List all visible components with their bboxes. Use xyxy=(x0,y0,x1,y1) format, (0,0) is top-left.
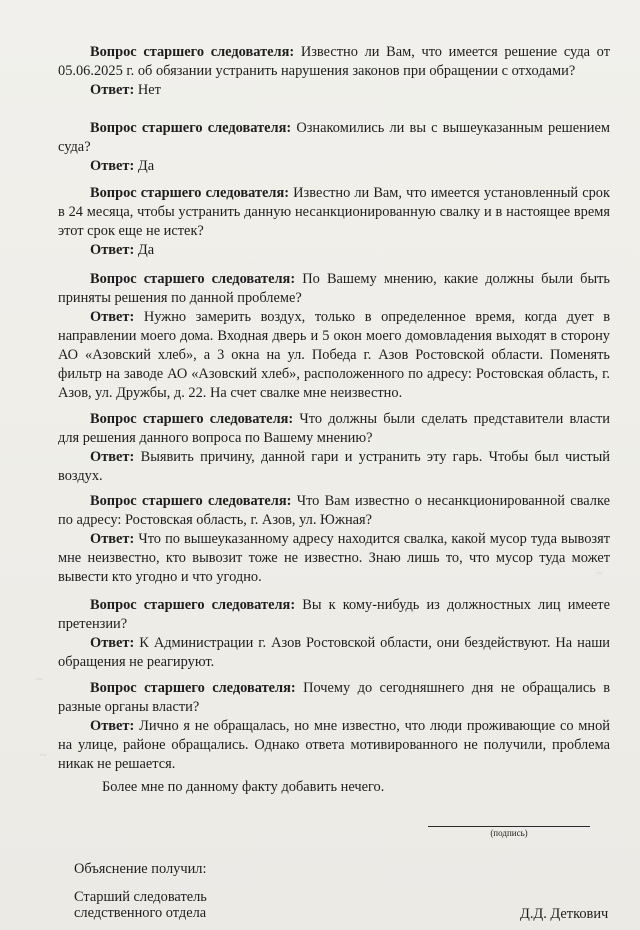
bleed-through-mark: ~ xyxy=(40,748,47,762)
explanation-received-label: Объяснение получил: xyxy=(74,861,207,877)
question-label: Вопрос старшего следователя: xyxy=(90,185,290,201)
question-8 xyxy=(58,679,610,717)
answer-label: Ответ: xyxy=(90,158,135,175)
answer-text: Нет xyxy=(137,82,161,99)
answer-5 xyxy=(58,448,610,486)
answer-6 xyxy=(58,530,610,587)
qa-block-2 xyxy=(58,119,610,176)
answer-label: Ответ: xyxy=(90,82,135,99)
answer-label: Ответ: xyxy=(90,309,135,326)
question-label: Вопрос старшего следователя: xyxy=(90,411,294,427)
qa-block-5 xyxy=(58,410,610,486)
question-text: Известно ли Вам, что имеется установленный срок в 24 месяца, чтобы устранить данную несанкционированную свалку и в настоящее время этот срок еще не истек? xyxy=(58,185,610,240)
answer-1 xyxy=(58,81,610,100)
officer-title xyxy=(74,890,207,921)
qa-block-1 xyxy=(58,43,610,100)
qa-block-6 xyxy=(58,492,610,587)
answer-text: К Администрации г. Азов Ростовской области, они бездействуют. На наши обращения не реагируют. xyxy=(58,635,610,671)
question-label: Вопрос старшего следователя: xyxy=(90,120,292,136)
answer-text: Лично я не обращалась, но мне известно, что люди проживающие со мной на улице, районе обращались. Однако ответа мотивированного не получили, проблема никак не решается. xyxy=(58,718,610,773)
answer-3 xyxy=(58,241,610,260)
answer-2 xyxy=(58,157,610,176)
answer-text: Да xyxy=(137,158,155,175)
answer-8 xyxy=(58,717,610,774)
question-label: Вопрос старшего следователя: xyxy=(90,680,296,696)
officer-title-line-1: Старший следователь xyxy=(74,889,207,905)
answer-text: Да xyxy=(137,242,155,259)
question-text: По Вашему мнению, какие должны были быть приняты решения по данной проблеме? xyxy=(58,271,610,307)
question-label: Вопрос старшего следователя: xyxy=(90,597,296,613)
answer-7 xyxy=(58,634,610,672)
signature-line xyxy=(428,826,590,827)
signature-caption: (подпись) xyxy=(490,828,528,838)
question-text: Вы к кому-нибудь из должностных лиц имеете претензии? xyxy=(58,597,610,633)
answer-label: Ответ: xyxy=(90,531,135,548)
qa-block-8 xyxy=(58,679,610,774)
qa-block-7 xyxy=(58,596,610,672)
answer-text: Что по вышеуказанному адресу находится свалка, какой мусор туда вывозят мне неизвестно, кто вывозит тоже не известно. Знаю лишь то, что мусор туда может вывести кто угодно и что угодно. xyxy=(58,531,610,586)
question-7 xyxy=(58,596,610,634)
answer-text: Нужно замерить воздух, только в определенное время, когда дует в направлении моего дома. Входная дверь и 5 окон моего домовладения выходят в сторону АО «Азовский хлеб», а 3 окна на ул. Победа г. Азов Ростовской области. Поменять фильтр на заводе АО «Азовский хлеб», расположенного по адресу: Ростовская область, г. Азов, ул. Дружбы, д. 22. На счет свалке мне неизвестно. xyxy=(58,309,610,402)
question-text: Что должны были сделать представители власти для решения данного вопроса по Вашему мнению? xyxy=(58,411,610,447)
question-6 xyxy=(58,492,610,530)
question-label: Вопрос старшего следователя: xyxy=(90,44,295,60)
answer-label: Ответ: xyxy=(90,449,135,466)
answer-label: Ответ: xyxy=(90,635,135,652)
closing-statement: Более мне по данному факту добавить нечего. xyxy=(102,779,385,795)
question-2 xyxy=(58,119,610,157)
question-text: Что Вам известно о несанкционированной свалке по адресу: Ростовская область, г. Азов, ул. Южная? xyxy=(58,493,610,529)
question-5 xyxy=(58,410,610,448)
question-1 xyxy=(58,43,610,81)
bleed-through-mark: ~ xyxy=(36,672,43,686)
question-label: Вопрос старшего следователя: xyxy=(90,493,292,509)
question-label: Вопрос старшего следователя: xyxy=(90,271,296,287)
question-4 xyxy=(58,270,610,308)
answer-label: Ответ: xyxy=(90,718,135,735)
bleed-through-mark: ~ xyxy=(596,566,603,580)
answer-text: Выявить причину, данной гари и устранить эту гарь. Чтобы был чистый воздух. xyxy=(58,449,610,485)
qa-block-3 xyxy=(58,184,610,260)
question-text: Почему до сегодняшнего дня не обращались в разные органы власти? xyxy=(58,680,610,716)
question-text: Ознакомились ли вы с вышеуказанным решением суда? xyxy=(58,120,610,156)
answer-4 xyxy=(58,308,610,403)
question-text: Известно ли Вам, что имеется решение суда от 05.06.2025 г. об обязании устранить нарушения законов при обращении с отходами? xyxy=(58,44,610,80)
officer-title-line-2: следственного отдела xyxy=(74,904,207,921)
answer-label: Ответ: xyxy=(90,242,135,259)
qa-block-4 xyxy=(58,270,610,403)
officer-name: Д.Д. Деткович xyxy=(520,906,609,922)
question-3 xyxy=(58,184,610,241)
